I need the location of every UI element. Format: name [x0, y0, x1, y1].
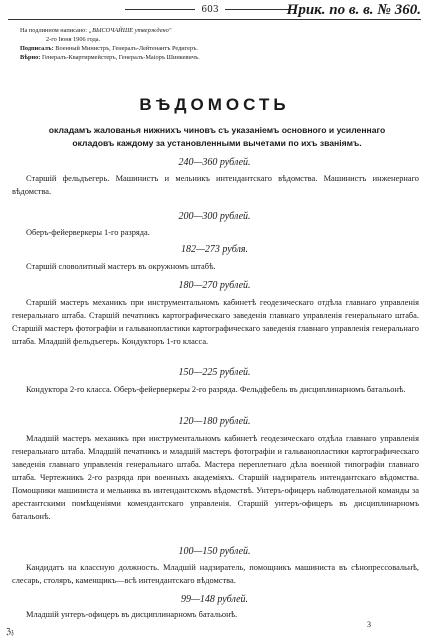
section-150-225 [0, 367, 429, 396]
section-text: Старшій мастеръ механикъ при инструментальномъ кабинетѣ геодезическаго отдѣла главнаго управленія генеральнаго штаба. Старшій печатникъ картографическаго заведенія главнаго управленія генеральнаго штаба. Старшій мастеръ фотографіи и гальванопластики картографическаго заведенія главнаго управленія генеральнаго штаба. Младшій фельдъегерь. Кондукторъ 1-го класса. [12, 298, 419, 346]
salary-range: 120—180 рублей. [178, 416, 251, 427]
section-200-300 [0, 211, 429, 239]
document-subtitle: окладамъ жалованья нижнихъ чиновъ съ указаніемъ основного и усиленнаго окладовъ каждому за установленными вычетами по ихъ званіямъ. [48, 125, 386, 148]
order-reference: Прик. по в. в. № 360. [286, 2, 421, 18]
section-180-270 [0, 280, 429, 348]
section-text: Старшій словолитный мастеръ въ окружномъ штабѣ. [26, 262, 216, 271]
section-182-273 [0, 244, 429, 273]
salary-range: 150—225 рублей. [178, 367, 251, 378]
header-divider [8, 19, 421, 20]
document-title: ВѢДОМОСТЬ [139, 95, 290, 114]
salary-range: 200—300 рублей. [178, 211, 251, 222]
footer-mark-left: ℨ𝔷 [6, 627, 14, 636]
salary-range: 100—150 рублей. [178, 546, 251, 557]
section-100-150 [0, 546, 429, 587]
salary-range: 99—148 рублей. [180, 594, 249, 605]
section-text: Младшій мастеръ механикъ при инструментальномъ кабинетѣ геодезическаго отдѣла главнаго управленія генеральнаго штаба. Младшій печатникъ и младшій мастеръ фотографіи и гальванопластики картографическаго заведенія главнаго управленія генеральнаго штаба. Мастера переплетнаго дѣла военной типографіи главнаго штаба. Чертежникъ 2-го разряда при военныхъ академіяхъ. Старшій надзиратель интендантскаго вѣдомства. Помощники машиниста и мельника въ интендантскомъ вѣдомствѣ. Унтеръ-офицеръ наблюдательной команды за арестантскими помѣщеніями комендантскаго управленія. Старшій унтеръ-офицеръ въ дисциплинарномъ батальонѣ. [12, 434, 419, 521]
salary-range: 180—270 рублей. [178, 280, 251, 291]
section-240-360 [0, 157, 429, 198]
section-120-180 [0, 416, 429, 523]
page-number: 603 [90, 5, 330, 15]
salary-range: 182—273 рубля. [181, 244, 248, 255]
section-text: Кондуктора 2-го класса. Оберъ-фейерверкеры 2-го разряда. Фельдфебель въ дисциплинарномъ батальонѣ. [26, 385, 406, 394]
footer-mark-right: 3 [367, 620, 371, 629]
signature-block: На подлинном написано: „ВЫСОЧАЙШЕ утверждено" 2-го Іюня 1906 года. Подписалъ: Военный Министръ, Генералъ-Лейтенантъ Редигеръ. Вѣрно: Генералъ-Квартирмейстеръ, Генералъ-Маіоръ Шинкевичъ. [20, 27, 200, 61]
section-text: Старшій фельдъегерь. Машинистъ и мельникъ интендантскаго вѣдомства. Машинистъ инженернаго вѣдомства. [12, 174, 419, 196]
section-99-148 [0, 594, 429, 621]
page-header [0, 2, 429, 20]
section-text: Оберъ-фейерверкеры 1-го разряда. [26, 228, 150, 237]
salary-range: 240—360 рублей. [178, 157, 251, 168]
section-text: Кандидатъ на классную должность. Младшій надзиратель, помощникъ машиниста въ сѣнопрессовальнѣ, слесарь, столяръ, каменщикъ—всѣ интендантскаго вѣдомства. [12, 563, 419, 585]
section-text: Младшій унтеръ-офицеръ въ дисциплинарномъ батальонѣ. [26, 610, 238, 619]
